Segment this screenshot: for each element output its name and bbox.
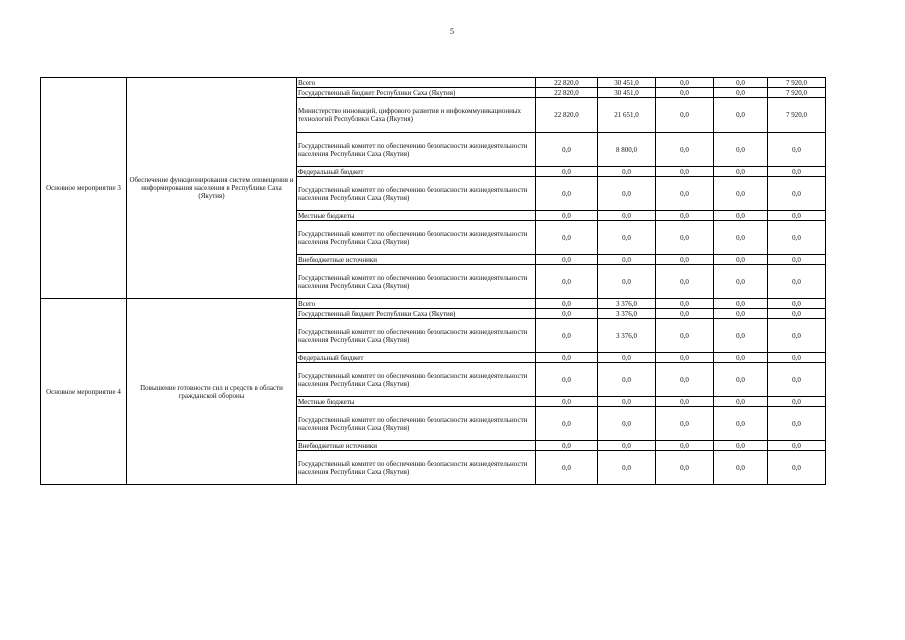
- amount-cell: 0,0: [714, 441, 768, 451]
- amount-cell: 0,0: [536, 451, 598, 485]
- amount-cell: 7 920,0: [768, 78, 826, 88]
- amount-cell: 0,0: [536, 211, 598, 221]
- amount-cell: 0,0: [768, 167, 826, 177]
- amount-cell: 0,0: [656, 221, 714, 255]
- amount-cell: 0,0: [656, 397, 714, 407]
- amount-cell: 0,0: [536, 407, 598, 441]
- amount-cell: 0,0: [656, 78, 714, 88]
- amount-cell: 0,0: [768, 299, 826, 309]
- measure-cell: Основное мероприятие 3: [41, 78, 127, 299]
- amount-cell: 0,0: [714, 407, 768, 441]
- funding-source-cell: Государственный комитет по обеспечению безопасности жизнедеятельности населения Республики Саха (Якутия): [297, 407, 536, 441]
- amount-cell: 0,0: [656, 167, 714, 177]
- funding-source-cell: Государственный комитет по обеспечению безопасности жизнедеятельности населения Республики Саха (Якутия): [297, 265, 536, 299]
- amount-cell: 0,0: [656, 211, 714, 221]
- amount-cell: 0,0: [536, 255, 598, 265]
- amount-cell: 0,0: [598, 167, 656, 177]
- amount-cell: 22 820,0: [536, 88, 598, 98]
- funding-source-cell: Федеральный бюджет: [297, 167, 536, 177]
- amount-cell: 0,0: [768, 353, 826, 363]
- amount-cell: 0,0: [768, 221, 826, 255]
- amount-cell: 0,0: [768, 319, 826, 353]
- funding-source-cell: Государственный комитет по обеспечению безопасности жизнедеятельности населения Республики Саха (Якутия): [297, 451, 536, 485]
- measure-title-cell: Повышение готовности сил и средств в области гражданской обороны: [127, 299, 297, 485]
- funding-source-cell: Государственный комитет по обеспечению безопасности жизнедеятельности населения Республики Саха (Якутия): [297, 221, 536, 255]
- amount-cell: 0,0: [598, 363, 656, 397]
- amount-cell: 3 376,0: [598, 319, 656, 353]
- amount-cell: 0,0: [656, 255, 714, 265]
- funding-source-cell: Внебюджетные источники: [297, 255, 536, 265]
- amount-cell: 0,0: [714, 177, 768, 211]
- amount-cell: 0,0: [536, 167, 598, 177]
- amount-cell: 0,0: [656, 363, 714, 397]
- funding-source-cell: Государственный комитет по обеспечению безопасности жизнедеятельности населения Республики Саха (Якутия): [297, 363, 536, 397]
- amount-cell: 0,0: [768, 441, 826, 451]
- budget-table: [40, 77, 826, 485]
- amount-cell: 0,0: [656, 407, 714, 441]
- amount-cell: 0,0: [714, 451, 768, 485]
- amount-cell: 7 920,0: [768, 88, 826, 98]
- amount-cell: 0,0: [536, 265, 598, 299]
- amount-cell: 0,0: [714, 211, 768, 221]
- page-number: 5: [450, 27, 454, 36]
- amount-cell: 3 376,0: [598, 299, 656, 309]
- amount-cell: 0,0: [536, 363, 598, 397]
- measure-cell: Основное мероприятие 4: [41, 299, 127, 485]
- amount-cell: 0,0: [768, 407, 826, 441]
- amount-cell: 0,0: [598, 441, 656, 451]
- amount-cell: 0,0: [656, 98, 714, 133]
- amount-cell: 0,0: [656, 309, 714, 319]
- amount-cell: 8 800,0: [598, 133, 656, 167]
- amount-cell: 0,0: [536, 441, 598, 451]
- amount-cell: 22 820,0: [536, 98, 598, 133]
- budget-table-body: [41, 78, 826, 485]
- funding-source-cell: Государственный бюджет Республики Саха (Якутия): [297, 88, 536, 98]
- amount-cell: 30 451,0: [598, 78, 656, 88]
- amount-cell: 0,0: [714, 133, 768, 167]
- amount-cell: 0,0: [536, 133, 598, 167]
- amount-cell: 3 376,0: [598, 309, 656, 319]
- funding-source-cell: Всего: [297, 78, 536, 88]
- funding-source-cell: Государственный бюджет Республики Саха (Якутия): [297, 309, 536, 319]
- amount-cell: 0,0: [598, 451, 656, 485]
- amount-cell: 0,0: [598, 211, 656, 221]
- amount-cell: 0,0: [768, 363, 826, 397]
- funding-source-cell: Государственный комитет по обеспечению безопасности жизнедеятельности населения Республики Саха (Якутия): [297, 177, 536, 211]
- amount-cell: 0,0: [536, 397, 598, 407]
- funding-source-cell: Федеральный бюджет: [297, 353, 536, 363]
- amount-cell: 0,0: [536, 221, 598, 255]
- amount-cell: 0,0: [714, 397, 768, 407]
- amount-cell: 0,0: [656, 299, 714, 309]
- amount-cell: 0,0: [768, 265, 826, 299]
- amount-cell: 0,0: [714, 319, 768, 353]
- amount-cell: 0,0: [768, 211, 826, 221]
- amount-cell: 0,0: [598, 255, 656, 265]
- amount-cell: 0,0: [536, 353, 598, 363]
- amount-cell: 0,0: [714, 221, 768, 255]
- amount-cell: 0,0: [656, 88, 714, 98]
- amount-cell: 0,0: [656, 265, 714, 299]
- funding-source-cell: Государственный комитет по обеспечению безопасности жизнедеятельности населения Республики Саха (Якутия): [297, 319, 536, 353]
- amount-cell: 0,0: [656, 353, 714, 363]
- amount-cell: 0,0: [714, 167, 768, 177]
- amount-cell: 0,0: [768, 133, 826, 167]
- amount-cell: 0,0: [656, 177, 714, 211]
- measure-title-cell: Обеспечение функционирования систем оповещения и информирования населения в Республике Саха (Якутия): [127, 78, 297, 299]
- amount-cell: 0,0: [714, 363, 768, 397]
- amount-cell: 0,0: [714, 299, 768, 309]
- amount-cell: 30 451,0: [598, 88, 656, 98]
- amount-cell: 0,0: [598, 407, 656, 441]
- amount-cell: 0,0: [768, 397, 826, 407]
- amount-cell: 0,0: [714, 309, 768, 319]
- amount-cell: 0,0: [714, 88, 768, 98]
- amount-cell: 0,0: [714, 98, 768, 133]
- amount-cell: 0,0: [768, 255, 826, 265]
- amount-cell: 0,0: [656, 441, 714, 451]
- amount-cell: 0,0: [598, 265, 656, 299]
- amount-cell: 21 651,0: [598, 98, 656, 133]
- amount-cell: 0,0: [714, 255, 768, 265]
- funding-source-cell: Государственный комитет по обеспечению безопасности жизнедеятельности населения Республики Саха (Якутия): [297, 133, 536, 167]
- amount-cell: 0,0: [768, 451, 826, 485]
- amount-cell: 0,0: [714, 265, 768, 299]
- amount-cell: 0,0: [598, 353, 656, 363]
- amount-cell: 0,0: [598, 177, 656, 211]
- amount-cell: 0,0: [598, 397, 656, 407]
- funding-source-cell: Всего: [297, 299, 536, 309]
- amount-cell: 0,0: [536, 319, 598, 353]
- funding-source-cell: Местные бюджеты: [297, 397, 536, 407]
- amount-cell: 0,0: [536, 177, 598, 211]
- table-row: [41, 299, 826, 309]
- amount-cell: 22 820,0: [536, 78, 598, 88]
- amount-cell: 0,0: [656, 451, 714, 485]
- table-row: [41, 78, 826, 88]
- amount-cell: 0,0: [536, 299, 598, 309]
- amount-cell: 0,0: [598, 221, 656, 255]
- funding-source-cell: Местные бюджеты: [297, 211, 536, 221]
- funding-source-cell: Внебюджетные источники: [297, 441, 536, 451]
- amount-cell: 0,0: [714, 78, 768, 88]
- amount-cell: 0,0: [656, 319, 714, 353]
- amount-cell: 7 920,0: [768, 98, 826, 133]
- amount-cell: 0,0: [536, 309, 598, 319]
- funding-source-cell: Министерство инноваций, цифрового развития и инфокоммуникационных технологий Республики Саха (Якутия): [297, 98, 536, 133]
- amount-cell: 0,0: [714, 353, 768, 363]
- amount-cell: 0,0: [768, 177, 826, 211]
- amount-cell: 0,0: [768, 309, 826, 319]
- amount-cell: 0,0: [656, 133, 714, 167]
